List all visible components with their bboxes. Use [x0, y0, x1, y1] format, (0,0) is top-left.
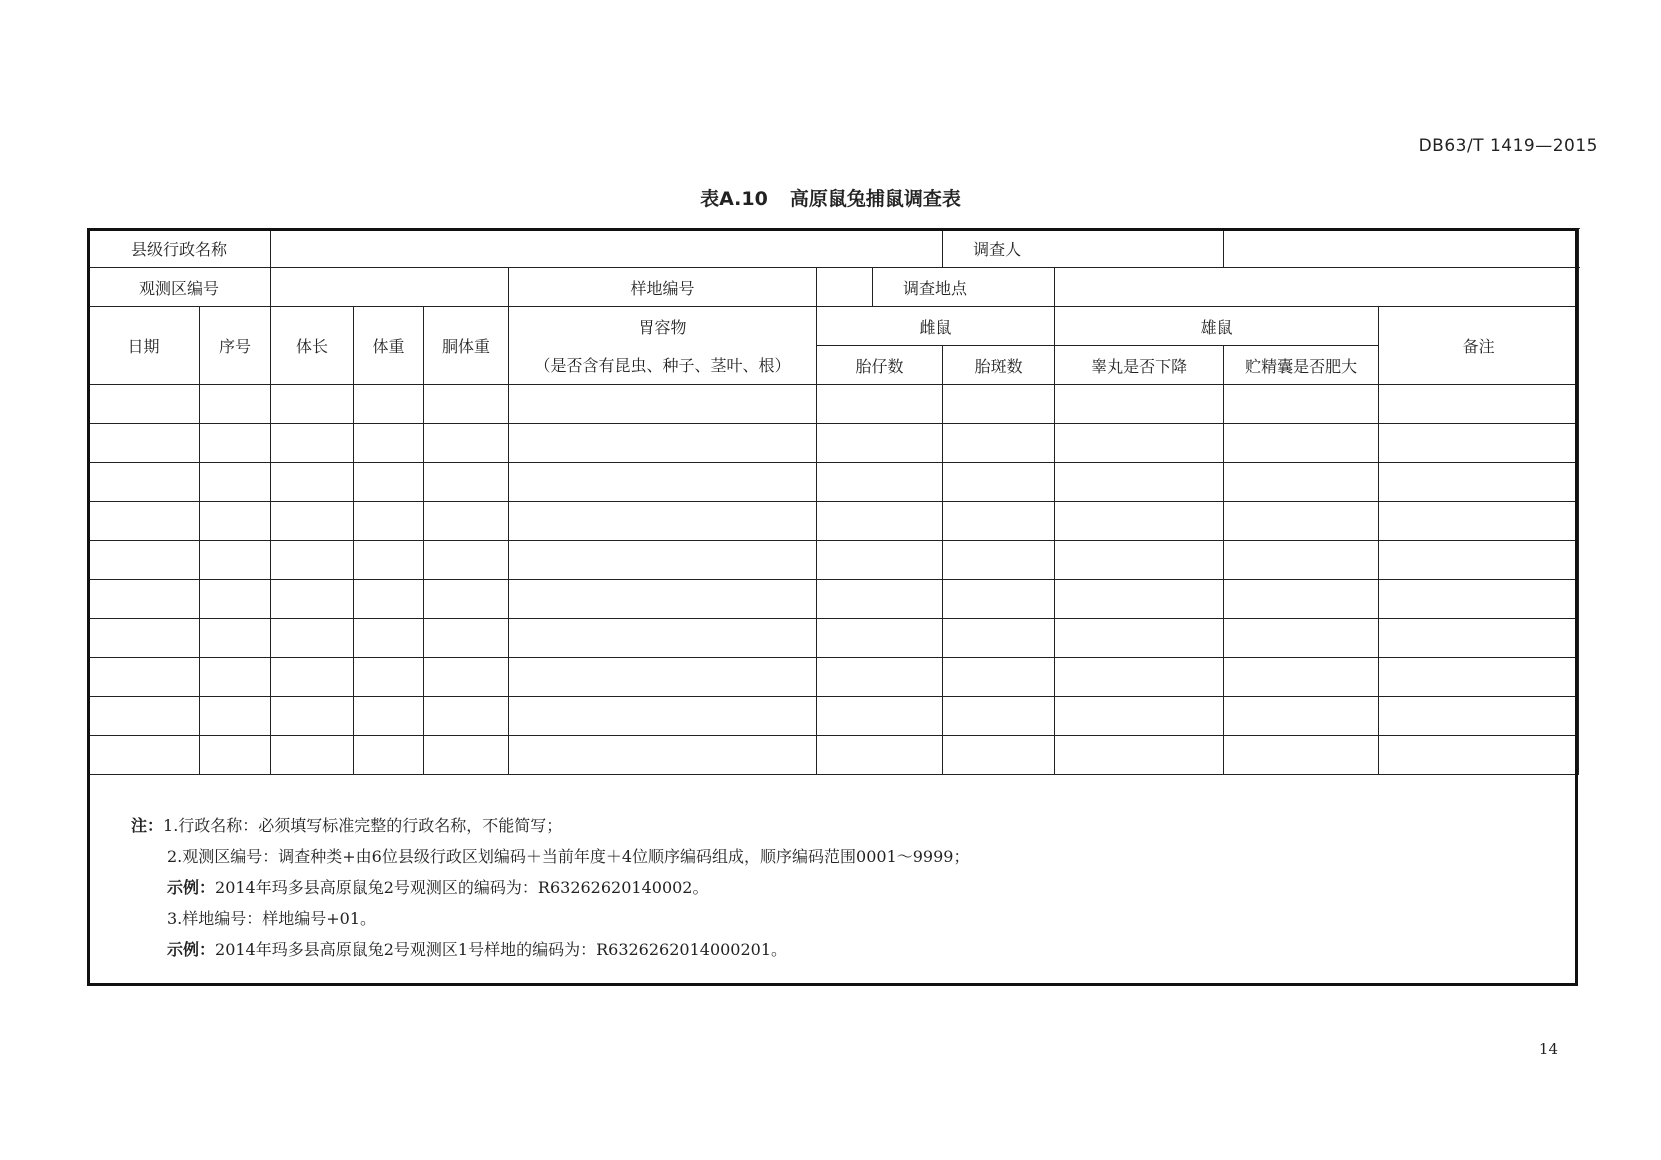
col-fetus-count: 胎仔数	[817, 346, 943, 385]
col-seq: 序号	[200, 307, 271, 385]
page-number: 14	[1538, 1040, 1558, 1058]
table-title-text: 高原鼠兔捕鼠调查表	[789, 188, 961, 210]
example-1-text: 2014年玛多县高原鼠兔2号观测区的编码为：R63262620140002。	[215, 878, 709, 897]
col-body-weight: 胴体重	[424, 307, 509, 385]
note-2: 2.观测区编号：调查种类+由6位县级行政区划编码＋当前年度＋4位顺序编码组成，顺序编码范围0001～9999；	[167, 847, 970, 866]
col-fetus-spot: 胎斑数	[943, 346, 1055, 385]
col-testis: 睾丸是否下降	[1055, 346, 1224, 385]
col-remark: 备注	[1379, 307, 1579, 385]
table-title	[0, 184, 1661, 211]
example-1	[167, 872, 708, 903]
surveyor-label: 调查人	[943, 229, 1224, 268]
example-2	[167, 934, 787, 965]
note-3: 3.样地编号：样地编号+01。	[167, 909, 377, 928]
notes	[87, 810, 1578, 986]
col-male: 雄鼠	[1055, 307, 1379, 346]
table-number: 表A.10	[700, 188, 768, 210]
col-weight: 体重	[354, 307, 424, 385]
col-female: 雌鼠	[817, 307, 1055, 346]
note-prefix: 注：	[131, 816, 164, 835]
col-seminal: 贮精囊是否肥大	[1224, 346, 1379, 385]
plot-code-label: 样地编号	[509, 268, 817, 307]
col-length: 体长	[271, 307, 354, 385]
document-code: DB63/T 1419—2015	[1418, 136, 1598, 156]
location-label: 调查地点	[873, 268, 1055, 307]
col-stomach: 胃容物	[509, 307, 817, 346]
example-2-text: 2014年玛多县高原鼠兔2号观测区1号样地的编码为：R6326262014000201。	[215, 940, 788, 959]
area-code-label: 观测区编号	[88, 268, 271, 307]
col-stomach-sub: （是否含有昆虫、种子、茎叶、根）	[509, 346, 817, 385]
county-label: 县级行政名称	[88, 229, 271, 268]
example-1-label: 示例：	[167, 878, 216, 897]
col-date: 日期	[88, 307, 200, 385]
note-1	[131, 810, 562, 841]
example-2-label: 示例：	[167, 940, 216, 959]
note-1-text: 1.行政名称：必须填写标准完整的行政名称，不能简写；	[163, 816, 563, 835]
